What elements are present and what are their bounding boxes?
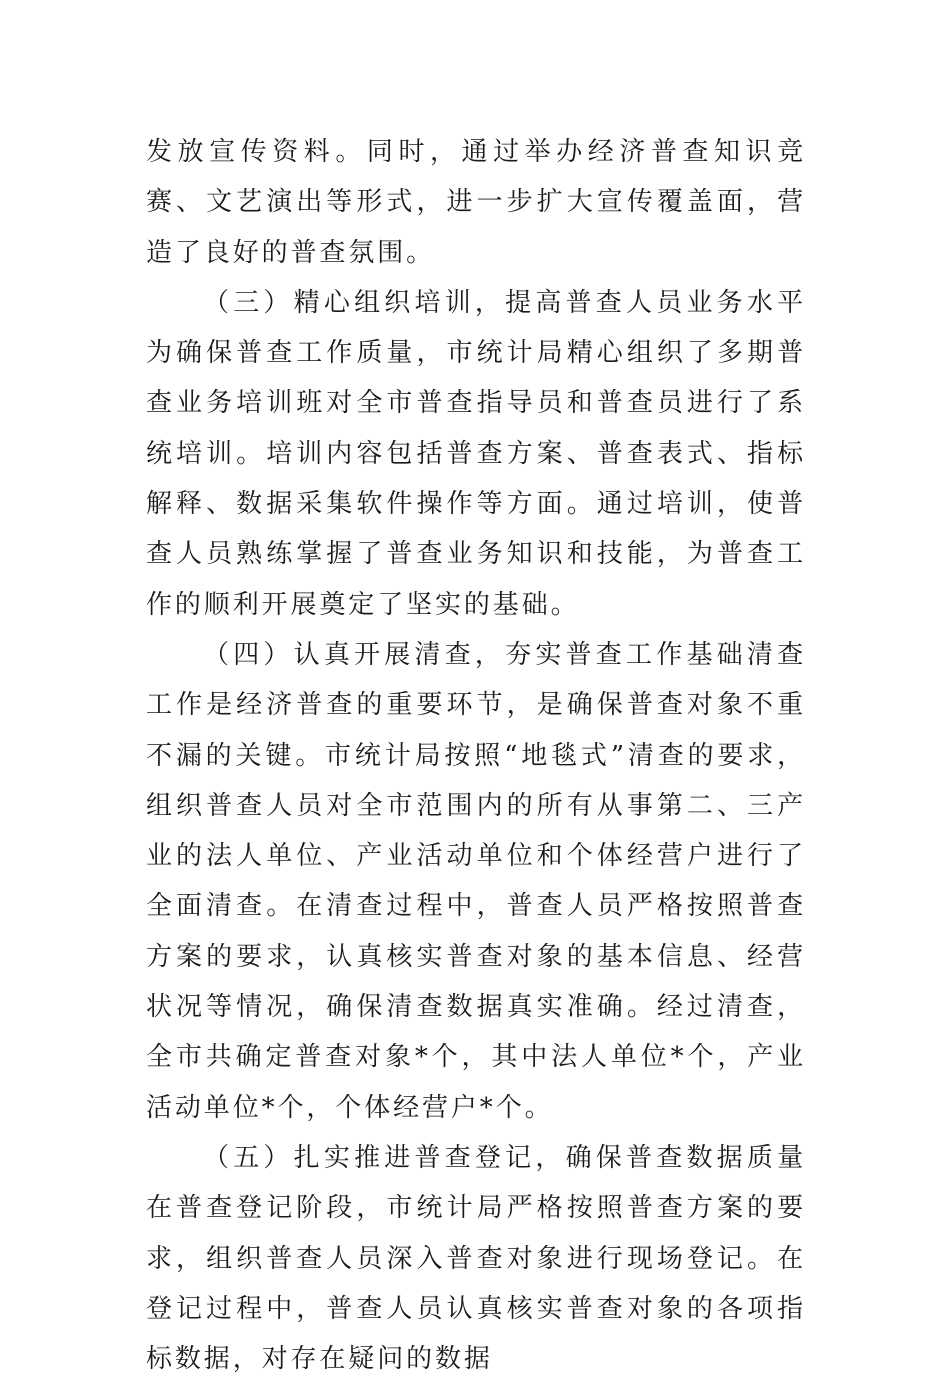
paragraph-inventory-check: （四）认真开展清查，夯实普查工作基础清查工作是经济普查的重要环节，是确保普查对象不重不漏的关键。市统计局按照“地毯式”清查的要求，组织普查人员对全市范围内的所有从事第二、三产业的法人单位、产业活动单位和个体经营户进行了全面清查。在清查过程中，普查人员严格按照普查方案的要求，认真核实普查对象的基本信息、经营状况等情况，确保清查数据真实准确。经过清查，全市共确定普查对象*个，其中法人单位*个，产业活动单位*个，个体经营户*个。 bbox=[146, 639, 806, 1123]
document-body bbox=[146, 127, 806, 1384]
paragraph-registration: （五）扎实推进普查登记，确保普查数据质量在普查登记阶段，市统计局严格按照普查方案的要求，组织普查人员深入普查对象进行现场登记。在登记过程中，普查人员认真核实普查对象的各项指标数据，对存在疑问的数据 bbox=[146, 1142, 806, 1375]
paragraph-publicity-continued: 发放宣传资料。同时，通过举办经济普查知识竞赛、文艺演出等形式，进一步扩大宣传覆盖面，营造了良好的普查氛围。 bbox=[146, 137, 806, 268]
paragraph-training: （三）精心组织培训，提高普查人员业务水平为确保普查工作质量，市统计局精心组织了多期普查业务培训班对全市普查指导员和普查员进行了系统培训。培训内容包括普查方案、普查表式、指标解释、数据采集软件操作等方面。通过培训，使普查人员熟练掌握了普查业务知识和技能，为普查工作的顺利开展奠定了坚实的基础。 bbox=[146, 287, 806, 620]
